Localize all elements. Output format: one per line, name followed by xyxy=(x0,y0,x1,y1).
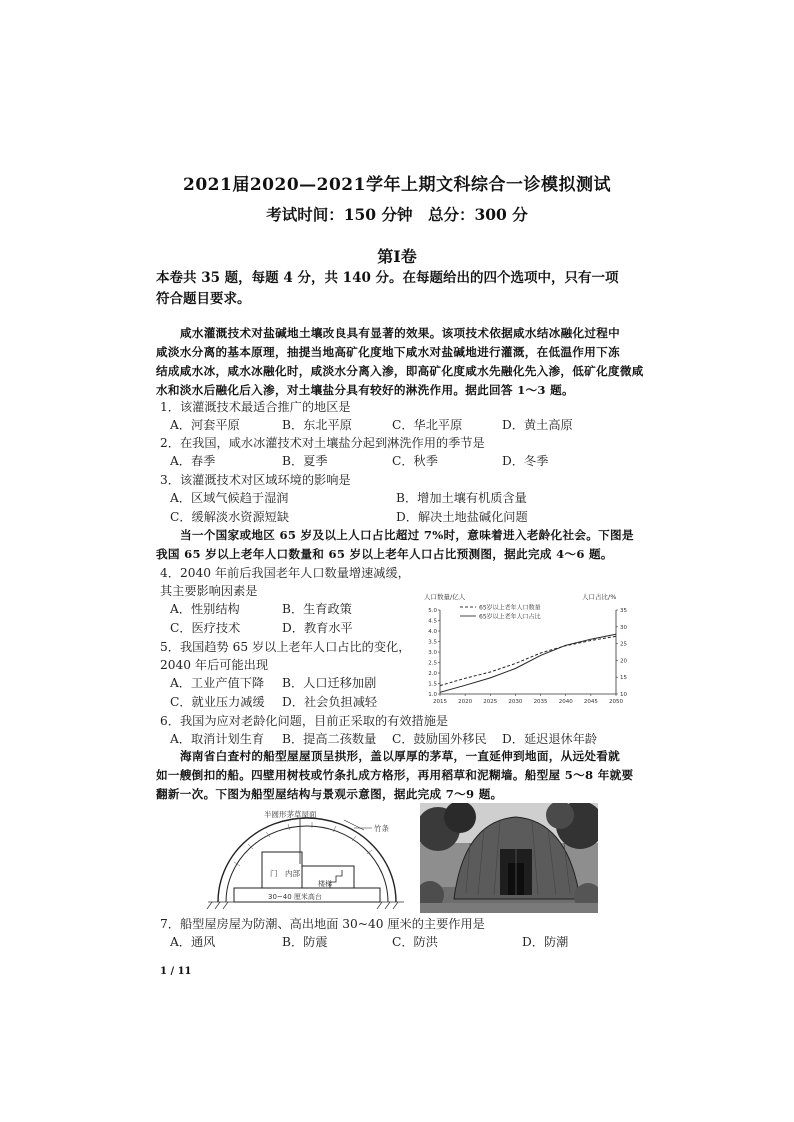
question-1-stem: 1．该灌溉技术最适合推广的地区是 xyxy=(160,400,351,414)
question-7-stem: 7．船型屋房屋为防潮、高出地面 30~40 厘米的主要作用是 xyxy=(160,917,485,931)
y-left-tick-label: 3.0 xyxy=(428,650,437,656)
q7-option-d[interactable]: D．防潮 xyxy=(522,935,569,949)
y-left-tick-label: 2.0 xyxy=(428,671,437,677)
x-tick-label: 2050 xyxy=(609,699,623,705)
legend-series-2: 65岁以上老年人口占比 xyxy=(479,613,541,621)
q5-option-c[interactable]: C．就业压力减缓 xyxy=(170,695,265,709)
passage-3 xyxy=(156,747,646,804)
q4-option-b[interactable]: B．生育政策 xyxy=(282,602,352,616)
q4-option-a[interactable]: A．性别结构 xyxy=(170,602,240,616)
question-5-stem-line: 2040 年后可能出现 xyxy=(160,658,269,672)
passage-1-line: 咸淡水分离的基本原理，抽提当地高矿化度地下咸水对盐碱地进行灌溉，在低温作用下冻 xyxy=(156,345,620,359)
q6-option-a[interactable]: A．取消计划生育 xyxy=(170,732,265,746)
passage-2 xyxy=(156,526,646,564)
label-stair: 楼梯 xyxy=(318,880,332,888)
x-tick-label: 2045 xyxy=(583,699,598,705)
x-tick-label: 2025 xyxy=(483,699,498,705)
question-3-stem: 3．该灌溉技术对区域环境的影响是 xyxy=(160,473,351,487)
q1-option-c[interactable]: C．华北平原 xyxy=(392,418,463,432)
y-left-tick-label: 3.5 xyxy=(428,639,437,646)
y-left-tick-label: 2.5 xyxy=(428,660,437,667)
q2-option-a[interactable]: A．春季 xyxy=(170,454,216,468)
y-right-tick-label: 30 xyxy=(620,624,627,631)
x-tick-label: 2020 xyxy=(458,699,473,705)
elderly-population-chart xyxy=(418,590,648,706)
y-left-tick-label: 1.0 xyxy=(428,692,437,698)
q4-option-c[interactable]: C．医疗技术 xyxy=(170,621,241,635)
label-room: 门 内部 xyxy=(270,869,300,878)
q2-option-c[interactable]: C．秋季 xyxy=(392,454,438,468)
q2-option-d[interactable]: D．冬季 xyxy=(502,454,549,468)
q6-option-c[interactable]: C．鼓励国外移民 xyxy=(392,732,487,746)
boat-house-structure-diagram xyxy=(204,806,410,914)
q6-option-b[interactable]: B．提高二孩数量 xyxy=(282,732,377,746)
q3-option-b[interactable]: B．增加土壤有机质含量 xyxy=(396,491,527,505)
q7-option-a[interactable]: A．通风 xyxy=(170,935,216,949)
q3-option-c[interactable]: C．缓解淡水资源短缺 xyxy=(170,510,290,524)
instructions: 本卷共 35 题，每题 4 分，共 140 分。在每题给出的四个选项中，只有一项符合题目要求。 xyxy=(156,270,619,307)
passage-1-line: 结成咸水冰，咸水冰融化时，咸淡水分离入渗，即高矿化度咸水先融化先入渗，低矿化度微咸 xyxy=(156,364,644,378)
label-base: 30~40 厘米高台 xyxy=(268,893,322,901)
series-line-1 xyxy=(440,636,616,685)
q5-option-b[interactable]: B．人口迁移加剧 xyxy=(282,676,377,690)
boat-house-photo xyxy=(420,803,598,913)
x-tick-label: 2040 xyxy=(558,699,573,705)
question-2-stem: 2．在我国，咸水冰灌技术对土壤盐分起到淋洗作用的季节是 xyxy=(160,436,485,450)
y-right-tick-label: 10 xyxy=(620,692,627,698)
passage-3-line: 翻新一次。下图为船型屋结构与景观示意图，据此完成 7～9 题。 xyxy=(156,787,503,801)
q3-option-d[interactable]: D．解决土地盐碱化问题 xyxy=(396,510,528,524)
y-right-tick-label: 15 xyxy=(620,675,627,682)
series-line-2 xyxy=(440,634,616,692)
passage-3-line: 海南省白查村的船型屋屋顶呈拱形，盖以厚厚的茅草，一直延伸到地面，从远处看就 xyxy=(180,749,621,763)
passage-2-line: 我国 65 岁以上老年人口数量和 65 岁以上老年人口占比预测图，据此完成 4～6 题。 xyxy=(156,547,613,561)
question-4-stem xyxy=(160,564,410,600)
question-4-stem-line: 其主要影响因素是 xyxy=(160,584,258,598)
y-left-tick-label: 4.0 xyxy=(428,629,437,635)
x-tick-label: 2030 xyxy=(508,699,523,705)
x-tick-label: 2035 xyxy=(533,699,548,705)
passage-2-line: 当一个国家或地区 65 岁及以上人口占比超过 7%时，意味着进入老龄化社会。下图是 xyxy=(180,528,634,542)
passage-1-line: 咸水灌溉技术对盐碱地土壤改良具有显著的效果。该项技术依据咸水结冰融化过程中 xyxy=(180,326,621,340)
q3-option-a[interactable]: A．区域气候趋于湿润 xyxy=(170,491,289,505)
y-right-tick-label: 25 xyxy=(620,641,627,648)
y-left-tick-label: 5.0 xyxy=(428,608,437,614)
question-5-stem-line: 5．我国趋势 65 岁以上老年人口占比的变化， xyxy=(160,640,411,654)
q1-option-b[interactable]: B．东北平原 xyxy=(282,418,352,432)
q5-option-d[interactable]: D．社会负担减轻 xyxy=(282,695,378,709)
passage-3-line: 如一艘倒扣的船。四壁用树枝或竹条扎成方格形，再用稻草和泥糊墙。船型屋 5～8 年就要 xyxy=(156,768,634,782)
question-6-stem: 6．我国为应对老龄化问题，目前正采取的有效措施是 xyxy=(160,714,449,728)
y-left-tick-label: 1.5 xyxy=(428,681,437,688)
page-number: 1 / 11 xyxy=(160,966,192,977)
q7-option-c[interactable]: C．防洪 xyxy=(392,935,438,949)
page-title: 2021届2020—2021学年上期文科综合一诊模拟测试 xyxy=(183,175,611,195)
y-right-tick-label: 20 xyxy=(620,658,627,665)
y-right-tick-label: 35 xyxy=(620,608,627,614)
y-axis-right-label: 人口占比/% xyxy=(582,593,617,601)
exam-info: 考试时间：150 分钟 总分：300 分 xyxy=(266,205,528,224)
passage-1-line: 水和淡水后融化后入渗，对土壤盐分具有较好的淋洗作用。据此回答 1～3 题。 xyxy=(156,383,574,397)
question-5-stem xyxy=(160,638,410,674)
q2-option-b[interactable]: B．夏季 xyxy=(282,454,328,468)
legend-series-1: 65岁以上老年人口数量 xyxy=(479,604,541,612)
label-roof: 半圆形茅草屋面 xyxy=(264,810,317,819)
y-axis-left-label: 人口数量/亿人 xyxy=(424,593,466,601)
label-bamboo: 竹条 xyxy=(374,824,389,833)
q1-option-d[interactable]: D．黄土高原 xyxy=(502,418,573,432)
x-tick-label: 2015 xyxy=(433,699,447,705)
q4-option-d[interactable]: D．教育水平 xyxy=(282,621,353,635)
q1-option-a[interactable]: A．河套平原 xyxy=(170,418,240,432)
section-heading: 第Ⅰ卷 xyxy=(377,247,417,266)
y-left-tick-label: 4.5 xyxy=(428,618,437,625)
q6-option-d[interactable]: D．延迟退休年龄 xyxy=(502,732,598,746)
q7-option-b[interactable]: B．防震 xyxy=(282,935,328,949)
q5-option-a[interactable]: A．工业产值下降 xyxy=(170,676,265,690)
passage-1 xyxy=(156,324,646,400)
question-4-stem-line: 4．2040 年前后我国老年人口数量增速减缓， xyxy=(160,566,410,580)
